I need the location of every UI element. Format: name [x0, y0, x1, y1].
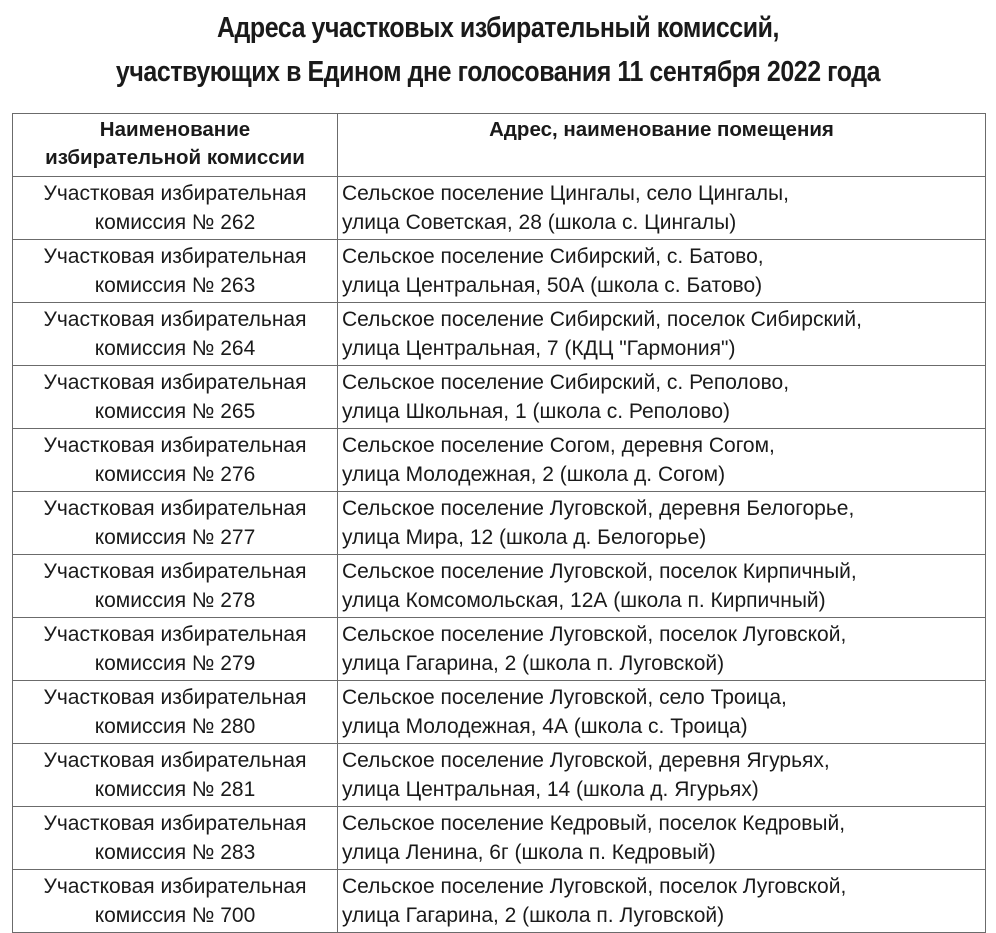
header-commission-name — [13, 114, 338, 177]
table-row — [13, 177, 986, 240]
address-line-2: улица Гагарина, 2 (школа п. Луговской) — [342, 652, 725, 675]
table-row — [13, 870, 986, 933]
address-line-2: улица Молодежная, 2 (школа д. Согом) — [342, 463, 726, 486]
table-row — [13, 492, 986, 555]
address-line-2: улица Мира, 12 (школа д. Белогорье) — [342, 526, 707, 549]
address-cell — [338, 618, 986, 681]
table-row — [13, 618, 986, 681]
commission-name-line-1: Участковая избирательная — [43, 371, 307, 394]
page-title — [70, 6, 927, 94]
address-cell — [338, 429, 986, 492]
address-line-2: улица Центральная, 50А (школа с. Батово) — [342, 274, 763, 297]
commission-name-line-1: Участковая избирательная — [43, 434, 307, 457]
commission-name-cell — [13, 681, 338, 744]
commission-name-cell — [13, 492, 338, 555]
commission-name-line-1: Участковая избирательная — [43, 245, 307, 268]
table-row — [13, 366, 986, 429]
address-cell — [338, 240, 986, 303]
address-line-1: Сельское поселение Луговской, поселок Кирпичный, — [342, 560, 857, 583]
table-row — [13, 555, 986, 618]
commission-name-cell — [13, 618, 338, 681]
commission-name-line-2: комиссия № 279 — [94, 652, 256, 675]
commission-name-line-1: Участковая избирательная — [43, 686, 307, 709]
header-address — [338, 114, 986, 177]
commission-name-line-1: Участковая избирательная — [43, 623, 307, 646]
address-line-1: Сельское поселение Цингалы, село Цингалы, — [342, 182, 789, 205]
address-line-1: Сельское поселение Луговской, деревня Белогорье, — [342, 497, 855, 520]
commission-name-line-2: комиссия № 265 — [94, 400, 256, 423]
address-line-1: Сельское поселение Кедровый, поселок Кедровый, — [342, 812, 846, 835]
address-line-1: Сельское поселение Луговской, деревня Ягурьях, — [342, 749, 830, 772]
commission-name-line-2: комиссия № 281 — [94, 778, 256, 801]
address-line-1: Сельское поселение Сибирский, поселок Сибирский, — [342, 308, 862, 331]
commission-name-line-1: Участковая избирательная — [43, 875, 307, 898]
commission-name-cell — [13, 870, 338, 933]
commission-name-line-1: Участковая избирательная — [43, 497, 307, 520]
header-address-label: Адрес, наименование помещения — [489, 118, 834, 141]
address-line-1: Сельское поселение Луговской, поселок Луговской, — [342, 623, 847, 646]
commission-name-cell — [13, 555, 338, 618]
table-body — [13, 177, 986, 933]
table-row — [13, 744, 986, 807]
address-cell — [338, 366, 986, 429]
address-cell — [338, 681, 986, 744]
table-row — [13, 303, 986, 366]
address-cell — [338, 177, 986, 240]
address-line-2: улица Центральная, 7 (КДЦ "Гармония") — [342, 337, 736, 360]
address-cell — [338, 870, 986, 933]
commission-name-line-2: комиссия № 276 — [94, 463, 256, 486]
address-line-2: улица Советская, 28 (школа с. Цингалы) — [342, 211, 737, 234]
commission-name-cell — [13, 366, 338, 429]
commission-name-line-2: комиссия № 262 — [94, 211, 256, 234]
table-row — [13, 681, 986, 744]
page-title-line-1: Адреса участковых избирательный комиссий, — [216, 12, 780, 44]
address-line-2: улица Школьная, 1 (школа с. Реполово) — [342, 400, 731, 423]
address-line-1: Сельское поселение Луговской, поселок Луговской, — [342, 875, 847, 898]
commission-name-cell — [13, 807, 338, 870]
commission-name-line-2: комиссия № 280 — [94, 715, 256, 738]
commission-name-cell — [13, 429, 338, 492]
address-line-2: улица Центральная, 14 (школа д. Ягурьях) — [342, 778, 759, 801]
commission-name-cell — [13, 303, 338, 366]
page-title-line-2: участвующих в Едином дне голосования 11 сентября 2022 года — [115, 56, 881, 88]
table-row — [13, 240, 986, 303]
commission-name-line-2: комиссия № 263 — [94, 274, 256, 297]
commissions-table-container — [12, 113, 985, 933]
address-cell — [338, 555, 986, 618]
commission-name-line-1: Участковая избирательная — [43, 812, 307, 835]
commission-name-cell — [13, 744, 338, 807]
address-cell — [338, 807, 986, 870]
address-line-1: Сельское поселение Согом, деревня Согом, — [342, 434, 775, 457]
commission-name-line-1: Участковая избирательная — [43, 560, 307, 583]
commission-name-line-2: комиссия № 278 — [94, 589, 256, 612]
address-line-1: Сельское поселение Сибирский, с. Реполово, — [342, 371, 790, 394]
address-line-2: улица Комсомольская, 12А (школа п. Кирпичный) — [342, 589, 826, 612]
address-cell — [338, 744, 986, 807]
address-line-1: Сельское поселение Сибирский, с. Батово, — [342, 245, 764, 268]
address-line-1: Сельское поселение Луговской, село Троица, — [342, 686, 787, 709]
commission-name-cell — [13, 177, 338, 240]
commission-name-line-2: комиссия № 277 — [94, 526, 256, 549]
table-row — [13, 429, 986, 492]
address-line-2: улица Гагарина, 2 (школа п. Луговской) — [342, 904, 725, 927]
commission-name-line-2: комиссия № 283 — [94, 841, 256, 864]
commission-name-line-2: комиссия № 264 — [94, 337, 256, 360]
table-header-row — [13, 114, 986, 177]
address-line-2: улица Ленина, 6г (школа п. Кедровый) — [342, 841, 716, 864]
commission-name-line-1: Участковая избирательная — [43, 308, 307, 331]
address-cell — [338, 492, 986, 555]
commission-name-line-1: Участковая избирательная — [43, 182, 307, 205]
header-commission-name-line-2: избирательной комиссии — [45, 146, 305, 169]
table-row — [13, 807, 986, 870]
commission-name-line-2: комиссия № 700 — [94, 904, 256, 927]
address-cell — [338, 303, 986, 366]
header-commission-name-line-1: Наименование — [99, 118, 251, 141]
commissions-table — [12, 113, 986, 933]
commission-name-cell — [13, 240, 338, 303]
commission-name-line-1: Участковая избирательная — [43, 749, 307, 772]
address-line-2: улица Молодежная, 4А (школа с. Троица) — [342, 715, 748, 738]
